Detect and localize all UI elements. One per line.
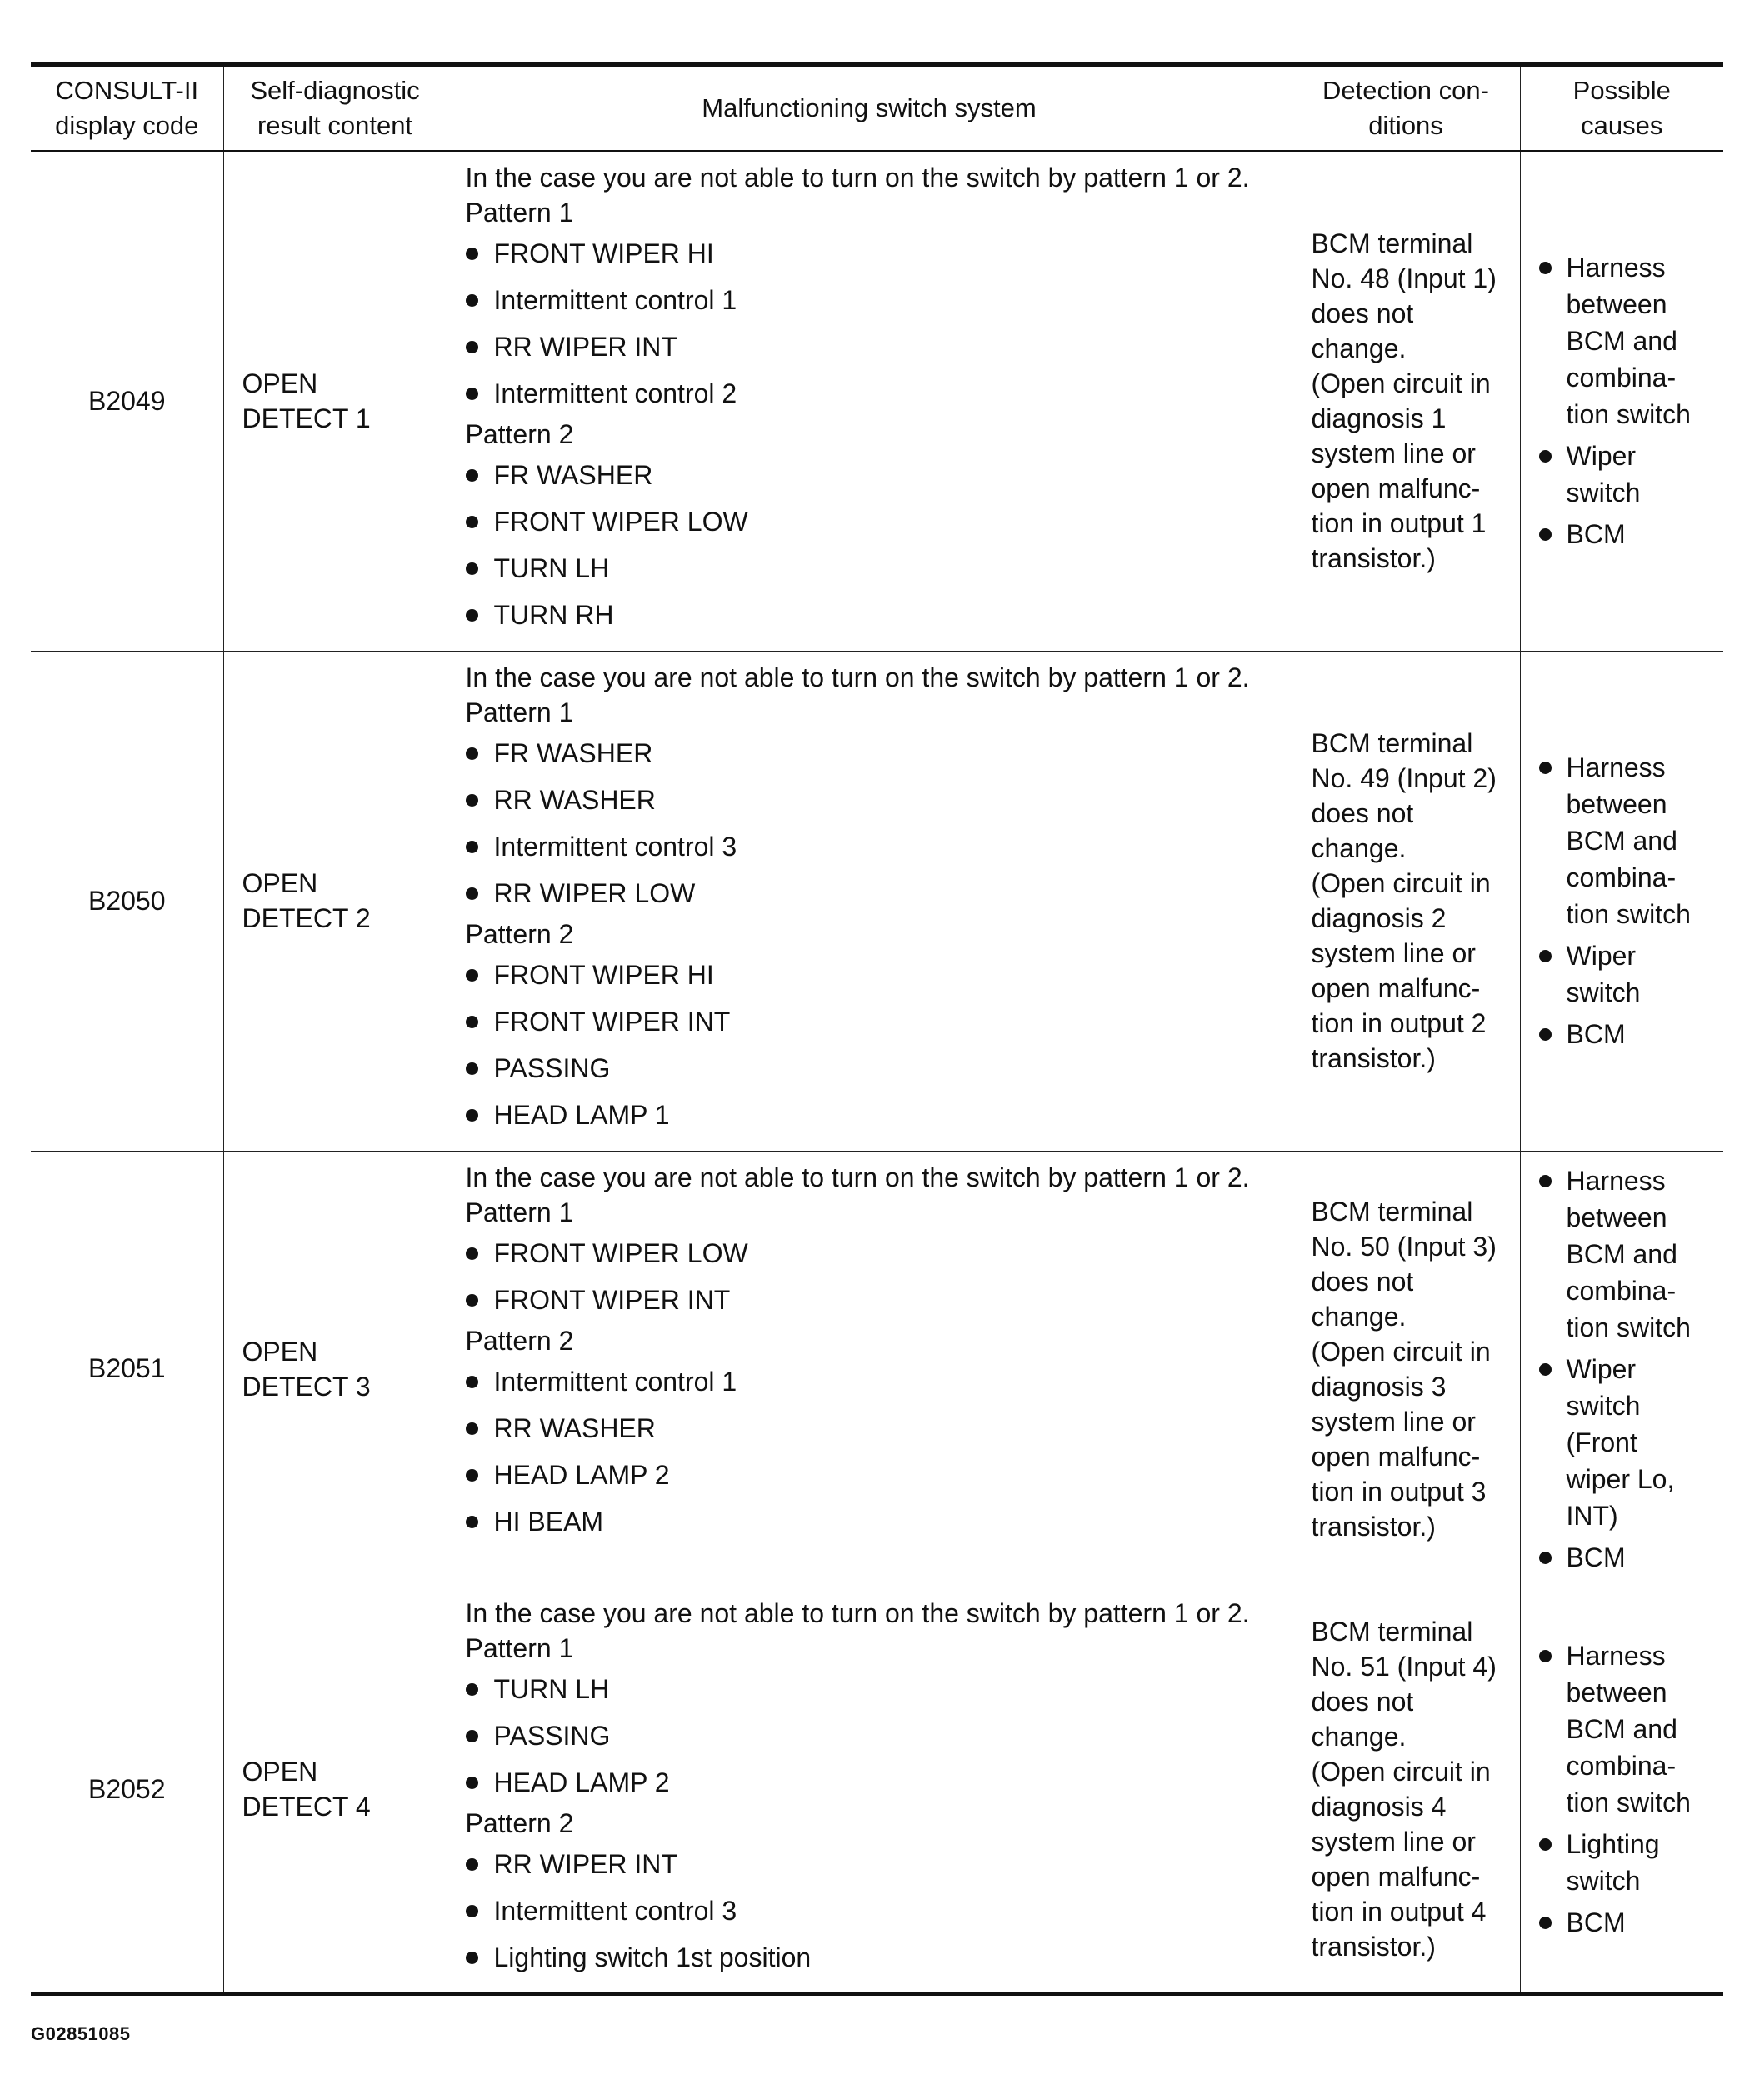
detection-line: tion in output 3 <box>1311 1476 1487 1507</box>
pattern-2-label: Pattern 2 <box>465 1808 574 1838</box>
detection-conditions-cell <box>1292 1587 1520 1993</box>
detection-line: (Open circuit in <box>1311 1757 1491 1787</box>
header-switch-system: Malfunctioning switch system <box>447 65 1292 152</box>
pattern-1-label: Pattern 1 <box>465 697 574 728</box>
cause-line: switch <box>1566 1866 1641 1896</box>
result-content-line: OPEN <box>242 368 318 399</box>
display-code-cell: B2052 <box>31 1587 223 1993</box>
possible-causes-cell <box>1520 651 1723 1151</box>
cause-item <box>1539 1826 1724 1899</box>
cause-line: Wiper <box>1566 941 1637 971</box>
header-row <box>31 65 1723 152</box>
detection-line: change. <box>1311 1301 1407 1332</box>
cause-line: BCM and <box>1566 1238 1677 1269</box>
cause-line: INT) <box>1566 1500 1618 1531</box>
detection-line: (Open circuit in <box>1311 368 1491 399</box>
pattern-2-label: Pattern 2 <box>465 419 574 449</box>
cause-item <box>1539 1638 1724 1821</box>
detection-line: BCM terminal <box>1311 1617 1473 1647</box>
cause-line: combina- <box>1566 362 1677 393</box>
pattern-2-item: Lighting switch 1st position <box>466 1934 1292 1981</box>
pattern-1-label: Pattern 1 <box>465 1197 574 1228</box>
cause-line: between <box>1566 789 1667 819</box>
detection-line: transistor.) <box>1311 1932 1436 1962</box>
result-content-cell <box>223 151 447 651</box>
cause-item <box>1539 1351 1724 1534</box>
pattern-1-item: RR WIPER INT <box>466 323 1292 370</box>
cause-line: between <box>1566 289 1667 320</box>
detection-line: open malfunc- <box>1311 1441 1481 1472</box>
cause-line: switch <box>1566 978 1641 1008</box>
result-content-line: OPEN <box>242 868 318 898</box>
cause-line: combina- <box>1566 1275 1677 1306</box>
cause-line: Harness <box>1566 752 1666 782</box>
detection-conditions-cell <box>1292 1151 1520 1587</box>
detection-line: tion in output 4 <box>1311 1897 1487 1927</box>
cause-line: BCM and <box>1566 1714 1677 1744</box>
result-content-line: OPEN <box>242 1336 318 1367</box>
table-row <box>31 651 1723 1151</box>
cause-line: Wiper <box>1566 1353 1637 1384</box>
pattern-2-label: Pattern 2 <box>465 918 574 949</box>
detection-line: open malfunc- <box>1311 473 1481 504</box>
cause-item <box>1539 249 1724 432</box>
detection-line: (Open circuit in <box>1311 868 1491 898</box>
cause-item <box>1539 749 1724 932</box>
pattern-1-item: Intermittent control 3 <box>466 823 1292 870</box>
display-code-cell: B2051 <box>31 1151 223 1587</box>
pattern-2-item: HEAD LAMP 1 <box>466 1092 1292 1138</box>
cause-line: tion switch <box>1566 1788 1691 1818</box>
pattern-1-item: Intermittent control 1 <box>466 277 1292 323</box>
detection-line: diagnosis 4 <box>1311 1792 1447 1822</box>
pattern-intro: In the case you are not able to turn on the switch by pattern 1 or 2. <box>465 662 1250 692</box>
figure-id: G02851085 <box>31 2023 131 2044</box>
detection-line: diagnosis 2 <box>1311 903 1447 933</box>
cause-item <box>1539 1904 1724 1941</box>
detection-line: does not <box>1311 298 1414 329</box>
cause-line: tion switch <box>1566 1312 1691 1342</box>
switch-system-cell <box>447 1587 1292 1993</box>
result-content-cell <box>223 1587 447 1993</box>
result-content-line: DETECT 4 <box>242 1792 371 1822</box>
pattern-2-item: TURN LH <box>466 545 1292 592</box>
pattern-1-item: RR WIPER LOW <box>466 870 1292 917</box>
cause-item <box>1539 938 1724 1011</box>
detection-line: does not <box>1311 1687 1414 1717</box>
cause-line: tion switch <box>1566 399 1691 430</box>
detection-line: system line or <box>1311 438 1476 469</box>
cause-line: BCM and <box>1566 826 1677 856</box>
detection-line: No. 50 (Input 3) <box>1311 1231 1497 1262</box>
pattern-2-item: RR WASHER <box>466 1405 1292 1452</box>
detection-line: diagnosis 3 <box>1311 1371 1447 1402</box>
result-content-cell <box>223 1151 447 1587</box>
cause-line: Wiper <box>1566 441 1637 472</box>
detection-line: open malfunc- <box>1311 1862 1481 1892</box>
result-content-line: DETECT 3 <box>242 1371 371 1402</box>
pattern-2-item: Intermittent control 1 <box>466 1358 1292 1405</box>
detection-line: transistor.) <box>1311 543 1436 574</box>
display-code-cell: B2050 <box>31 651 223 1151</box>
cause-line: between <box>1566 1202 1667 1232</box>
pattern-2-item: Intermittent control 3 <box>466 1888 1292 1934</box>
pattern-1-item: Intermittent control 2 <box>466 370 1292 417</box>
result-content-line: DETECT 1 <box>242 403 371 434</box>
pattern-2-item: TURN RH <box>466 592 1292 638</box>
pattern-1-item: PASSING <box>466 1712 1292 1759</box>
cause-line: BCM <box>1566 1019 1626 1049</box>
cause-line: tion switch <box>1566 899 1691 929</box>
possible-causes-cell <box>1520 1587 1723 1993</box>
result-content-line: DETECT 2 <box>242 903 371 933</box>
detection-line: BCM terminal <box>1311 228 1473 259</box>
cause-line: Harness <box>1566 252 1666 283</box>
detection-line: change. <box>1311 833 1407 863</box>
table-row <box>31 151 1723 651</box>
pattern-1-item: FRONT WIPER LOW <box>466 1230 1292 1277</box>
detection-line: does not <box>1311 798 1414 828</box>
pattern-2-item: FRONT WIPER INT <box>466 998 1292 1045</box>
detection-line: diagnosis 1 <box>1311 403 1447 434</box>
switch-system-cell <box>447 1151 1292 1587</box>
pattern-1-item: RR WASHER <box>466 777 1292 823</box>
cause-line: switch <box>1566 478 1641 508</box>
cause-line: BCM <box>1566 519 1626 550</box>
detection-line: system line or <box>1311 1406 1476 1437</box>
pattern-intro: In the case you are not able to turn on the switch by pattern 1 or 2. <box>465 162 1250 192</box>
table-row <box>31 1587 1723 1993</box>
pattern-intro: In the case you are not able to turn on the switch by pattern 1 or 2. <box>465 1598 1250 1628</box>
pattern-1-label: Pattern 1 <box>465 198 574 228</box>
cause-item <box>1539 1162 1724 1346</box>
cause-line: (Front <box>1566 1427 1637 1458</box>
detection-line: change. <box>1311 1722 1407 1752</box>
detection-line: transistor.) <box>1311 1043 1436 1073</box>
detection-line: open malfunc- <box>1311 973 1481 1003</box>
pattern-2-item: HEAD LAMP 2 <box>466 1452 1292 1498</box>
pattern-1-item: TURN LH <box>466 1666 1292 1712</box>
cause-line: Lighting <box>1566 1829 1660 1859</box>
pattern-1-item: FRONT WIPER INT <box>466 1277 1292 1323</box>
table-row <box>31 1151 1723 1587</box>
detection-conditions-cell <box>1292 651 1520 1151</box>
possible-causes-cell <box>1520 151 1723 651</box>
detection-line: BCM terminal <box>1311 728 1473 758</box>
cause-item <box>1539 1539 1724 1576</box>
cause-line: combina- <box>1566 1751 1677 1781</box>
detection-line: change. <box>1311 333 1407 364</box>
detection-conditions-cell <box>1292 151 1520 651</box>
result-content-cell <box>223 651 447 1151</box>
result-content-line: OPEN <box>242 1757 318 1787</box>
header-result-content: Self-diagnostic result content <box>223 65 447 152</box>
detection-line: transistor.) <box>1311 1511 1436 1542</box>
pattern-2-item: FR WASHER <box>466 452 1292 498</box>
switch-system-cell <box>447 151 1292 651</box>
pattern-1-label: Pattern 1 <box>465 1632 574 1663</box>
cause-line: combina- <box>1566 862 1677 892</box>
cause-line: between <box>1566 1678 1667 1708</box>
detection-line: No. 48 (Input 1) <box>1311 263 1497 294</box>
cause-line: wiper Lo, <box>1566 1463 1675 1494</box>
cause-line: Harness <box>1566 1165 1666 1196</box>
cause-line: switch <box>1566 1390 1641 1421</box>
pattern-2-item: FRONT WIPER HI <box>466 952 1292 998</box>
detection-line: tion in output 1 <box>1311 508 1487 539</box>
detection-line: system line or <box>1311 1827 1476 1857</box>
detection-line: No. 51 (Input 4) <box>1311 1652 1497 1682</box>
cause-item <box>1539 438 1724 511</box>
cause-item <box>1539 1016 1724 1052</box>
detection-line: tion in output 2 <box>1311 1008 1487 1038</box>
pattern-2-label: Pattern 2 <box>465 1325 574 1356</box>
cause-line: BCM <box>1566 1542 1626 1572</box>
switch-system-cell <box>447 651 1292 1151</box>
pattern-1-item: HEAD LAMP 2 <box>466 1759 1292 1806</box>
cause-line: BCM <box>1566 1908 1626 1938</box>
detection-line: (Open circuit in <box>1311 1336 1491 1367</box>
pattern-1-item: FR WASHER <box>466 730 1292 777</box>
pattern-2-item: HI BEAM <box>466 1498 1292 1545</box>
header-possible-causes: Possible causes <box>1520 65 1723 152</box>
pattern-1-item: FRONT WIPER HI <box>466 230 1292 277</box>
header-display-code: CONSULT-II display code <box>31 65 223 152</box>
detection-line: No. 49 (Input 2) <box>1311 763 1497 793</box>
pattern-2-item: PASSING <box>466 1045 1292 1092</box>
cause-line: Harness <box>1566 1641 1666 1671</box>
diagnosis-table <box>31 62 1723 1996</box>
cause-line: BCM and <box>1566 326 1677 357</box>
pattern-intro: In the case you are not able to turn on the switch by pattern 1 or 2. <box>465 1162 1250 1192</box>
detection-line: BCM terminal <box>1311 1196 1473 1227</box>
possible-causes-cell <box>1520 1151 1723 1587</box>
pattern-2-item: FRONT WIPER LOW <box>466 498 1292 545</box>
display-code-cell: B2049 <box>31 151 223 651</box>
detection-line: system line or <box>1311 938 1476 968</box>
cause-item <box>1539 516 1724 552</box>
detection-line: does not <box>1311 1266 1414 1297</box>
header-detection-conditions: Detection con- ditions <box>1292 65 1520 152</box>
pattern-2-item: RR WIPER INT <box>466 1841 1292 1888</box>
